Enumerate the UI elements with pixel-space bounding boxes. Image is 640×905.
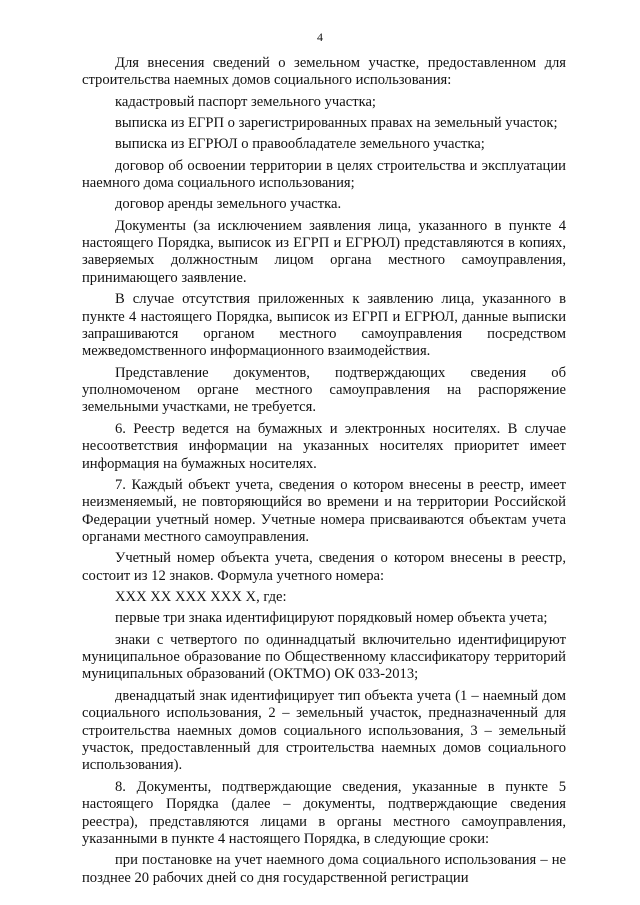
paragraph: В случае отсутствия приложенных к заявлению лица, указанного в пункте 4 настоящего Порядка, выписок из ЕГРП и ЕГРЮЛ, данные выписки запрашиваются органом местного самоуправления посредством межведомственного информационного взаимодействия. bbox=[82, 291, 566, 360]
paragraph: 6. Реестр ведется на бумажных и электронных носителях. В случае несоответствия информации на указанных носителях приоритет имеет информация на бумажных носителях. bbox=[82, 420, 566, 472]
paragraph: двенадцатый знак идентифицирует тип объекта учета (1 – наемный дом социального использования, 2 – земельный участок, предназначенный для строительства наемных домов социального использования, 3 – земельный участок, предоставленный для строительства наемных домов социального использования). bbox=[82, 687, 566, 774]
paragraph: при постановке на учет наемного дома социального использования – не позднее 20 рабочих дней со дня государственной регистрации bbox=[82, 852, 566, 886]
paragraph: XXX XX XXX XXX X, где: bbox=[115, 589, 287, 606]
paragraph: знаки с четвертого по одиннадцатый включительно идентифицируют муниципальное образование по Общественному классификатору территорий муниципальных образований (ОКТМО) ОК 033-2013; bbox=[82, 631, 566, 683]
document-body bbox=[82, 55, 566, 891]
paragraph: выписка из ЕГРП о зарегистрированных правах на земельный участок; bbox=[115, 115, 558, 131]
paragraph: договор об освоении территории в целях строительства и эксплуатации наемного дома социального использования; bbox=[82, 157, 566, 191]
paragraph: выписка из ЕГРЮЛ о правообладателе земельного участка; bbox=[115, 136, 485, 153]
paragraph: Представление документов, подтверждающих сведения об уполномоченом органе местного самоуправления на распоряжение земельными участками, не требуется. bbox=[82, 364, 566, 416]
paragraph: Для внесения сведений о земельном участке, предоставленном для строительства наемных домов социального использования: bbox=[82, 55, 566, 89]
paragraph: первые три знака идентифицируют порядковый номер объекта учета; bbox=[115, 610, 548, 627]
paragraph: Документы (за исключением заявления лица, указанного в пункте 4 настоящего Порядка, выписок из ЕГРП и ЕГРЮЛ) представляются в копиях, заверяемых должностным лицом органа местного самоуправления, принимающего заявление. bbox=[82, 217, 566, 286]
paragraph: кадастровый паспорт земельного участка; bbox=[115, 93, 376, 110]
paragraph: 8. Документы, подтверждающие сведения, указанные в пункте 5 настоящего Порядка (далее – документы, подтверждающие сведения реестра), представляются лицами в органы местного самоуправления, указанными в пункте 4 настоящего Порядка, в следующие сроки: bbox=[82, 778, 566, 847]
paragraph: договор аренды земельного участка. bbox=[115, 196, 342, 213]
paragraph: Учетный номер объекта учета, сведения о котором внесены в реестр, состоит из 12 знаков. Формула учетного номера: bbox=[82, 550, 566, 584]
paragraph: 7. Каждый объект учета, сведения о котором внесены в реестр, имеет неизменяемый, не повторяющийся во времени и на территории Российской Федерации учетный номер. Учетные номера присваиваются объектам учета органами местного самоуправления. bbox=[82, 476, 566, 546]
page-number: 4 bbox=[317, 30, 323, 44]
